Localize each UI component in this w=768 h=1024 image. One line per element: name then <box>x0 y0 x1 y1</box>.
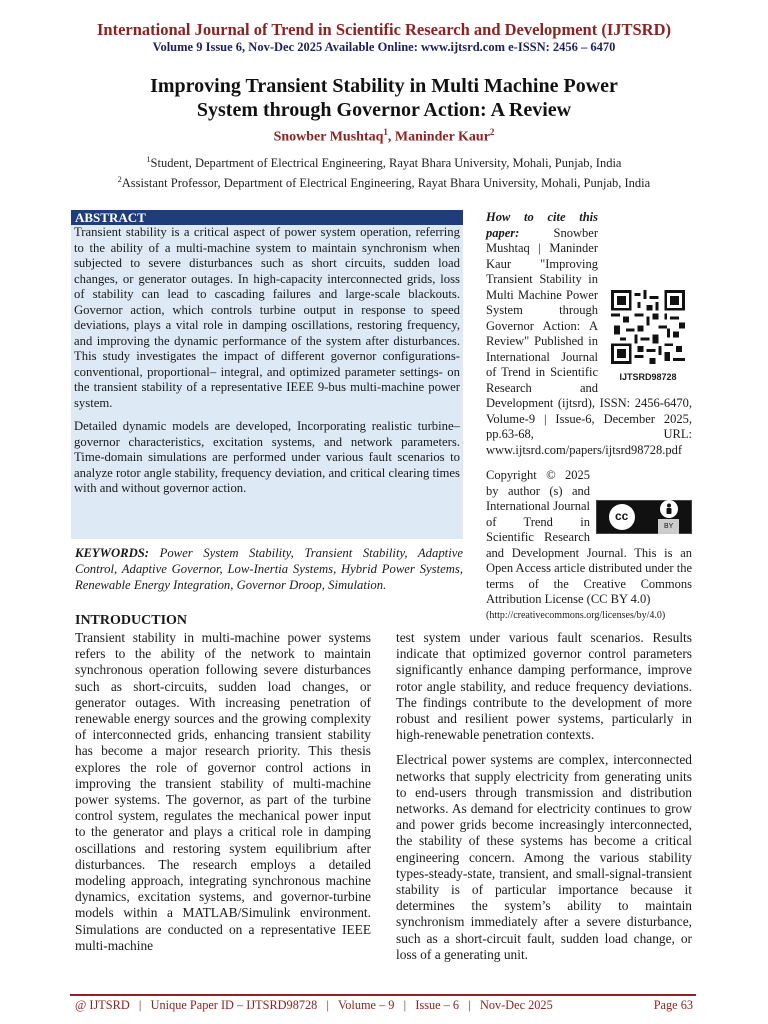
paper-title <box>0 74 768 122</box>
copyright-block <box>486 468 692 623</box>
keywords <box>75 545 463 593</box>
citation-text: Snowber Mushtaq | Maninder Kaur "Improving Transient Stability in Multi Machine Power System through Governor Action: A Review" Published in International Journal of Trend in Scientific Research and Development (ijtsrd), ISSN: 2456-6470, Volume-9 | Issue-6, December 2025, pp.63-68, URL: www.ijtsrd.com/papers/ijtsrd98728.pdf <box>486 225 692 457</box>
affiliation-2 <box>0 175 768 191</box>
introduction-paragraph-3: Electrical power systems are complex, interconnected networks that supply electricity from generating units to end-users through transmission and distribution networks. As demand for electricity continues to grow and power grids become increasingly interconnected, the stability of these systems has become a critical engineering concern. Among the various stability types-steady-state, transient, and small-signal-transient stability is of particular importance because it determines the system’s ability to maintain synchronism immediately after a severe disturbance, such as a short-circuit fault, sudden load change, or loss of a generating unit. <box>396 752 692 962</box>
citation-column <box>486 210 692 623</box>
by-mark <box>658 500 679 535</box>
footer-info: @ IJTSRD | Unique Paper ID – IJTSRD98728 | Volume – 9 | Issue – 6 | Nov-Dec 2025 <box>75 998 553 1012</box>
affiliation-1-text: Student, Department of Electrical Engineering, Rayat Bhara University, Mohali, Punjab, India <box>150 156 622 171</box>
keywords-text: Power System Stability, Transient Stability, Adaptive Control, Adaptive Governor, Low-Inertia Systems, Hybrid Power Systems, Renewable Energy Integration, Governor Droop, Simulation. <box>75 546 463 592</box>
affiliation-1 <box>0 155 768 171</box>
citation-heading: How to cite this paper: <box>486 210 598 240</box>
citation-block <box>486 210 692 458</box>
affiliation-2-sup: 2 <box>117 175 122 184</box>
introduction-right-column <box>396 630 692 963</box>
introduction-paragraph-1: Transient stability in multi-machine power systems refers to the ability of the network to maintain synchronous operation following severe disturbances such as short-circuits, sudden load changes, or generator outages. With increasing penetration of renewable energy sources and the growing complexity of interconnected grids, enhancing transient stability has become a major research priority. This thesis explores the role of governor control actions in improving the transient stability of multi-machine power systems. The governor, as part of the turbine control system, regulates the mechanical power input to the generator and plays a critical role in damping oscillations and restoring system equilibrium after disturbances. The research employs a detailed modeling approach, integrating synchronous machine dynamics, excitation systems, and governor-turbine models within a MATLAB/Simulink environment. Simulations are conducted on a representative IEEE multi-machine <box>75 630 371 953</box>
abstract-heading: ABSTRACT <box>71 210 463 225</box>
author-1-sup: 1 <box>383 127 388 137</box>
authors <box>0 127 768 146</box>
introduction-left-column <box>75 630 371 954</box>
person-icon <box>660 500 678 518</box>
affiliation-2-text: Assistant Professor, Department of Electrical Engineering, Rayat Bhara University, Mohali, Punjab, India <box>121 176 651 191</box>
affiliation-1-sup: 1 <box>146 155 151 164</box>
copyright-text: Copyright © 2025 by author (s) and International Journal of Trend in Scientific Research and Development Journal. This is an Open Access article distributed under the terms of the Creative Commons Attribution License (CC BY 4.0) <box>486 468 692 606</box>
qr-label: IJTSRD98728 <box>619 371 677 382</box>
footer <box>75 998 693 1013</box>
qr-code-icon <box>608 290 688 364</box>
by-label: BY <box>658 519 679 535</box>
cc-by-badge[interactable] <box>596 500 692 534</box>
journal-issue-line: Volume 9 Issue 6, Nov-Dec 2025 Available Online: www.ijtsrd.com e-ISSN: 2456 – 6470 <box>152 40 616 54</box>
introduction-heading: INTRODUCTION <box>75 613 188 628</box>
author-1: Snowber Mushtaq <box>273 129 384 145</box>
paper-title-line1: Improving Transient Stability in Multi Machine Power <box>150 75 618 97</box>
author-separator: , <box>387 129 395 145</box>
author-2-sup: 2 <box>489 127 495 137</box>
abstract-paragraph-1: Transient stability is a critical aspect of power system operation, referring to the ability of a multi-machine system to maintain synchronism when subjected to severe disturbances such as short circuits, sudden load changes, or generator outages. In high-capacity interconnected grids, loss of stability can lead to cascading failures and large-scale blackouts. Governor action, which controls turbine output in response to speed deviations, plays a vital role in damping oscillations, restoring frequency, and improving the dynamic performance of the system after disturbances. This study investigates the impact of different governor configurations-conventional, proportional– integral, and optimized parameter settings- on the transient stability of a representative IEEE 9-bus multi-machine power system. <box>74 225 460 410</box>
abstract-box <box>71 210 463 539</box>
introduction-paragraph-2: test system under various fault scenarios. Results indicate that optimized governor control parameters significantly enhance damping performance, improve rotor angle stability, and reduce frequency deviations. The findings contribute to the development of more robust and resilient power systems, particularly in high-renewable penetration contexts. <box>396 630 692 743</box>
author-2: Maninder Kaur <box>394 129 490 145</box>
footer-rule <box>70 994 696 996</box>
journal-title: International Journal of Trend in Scientific Research and Development (IJTSRD) <box>97 20 671 39</box>
license-url[interactable]: (http://creativecommons.org/licenses/by/4.0) <box>486 609 666 621</box>
paper-title-line2: System through Governor Action: A Review <box>196 99 572 121</box>
abstract-paragraph-2: Detailed dynamic models are developed, Incorporating realistic turbine–governor characteristics, excitation systems, and network parameters. Time-domain simulations are performed under various fault scenarios to analyze rotor angle stability, frequency deviation, and critical clearing times with and without governor action. <box>74 419 460 495</box>
qr-block <box>604 290 692 385</box>
page-number: Page 63 <box>653 998 693 1012</box>
abstract-body <box>71 225 463 497</box>
cc-icon: cc <box>609 504 635 530</box>
keywords-label: KEYWORDS: <box>75 546 150 560</box>
